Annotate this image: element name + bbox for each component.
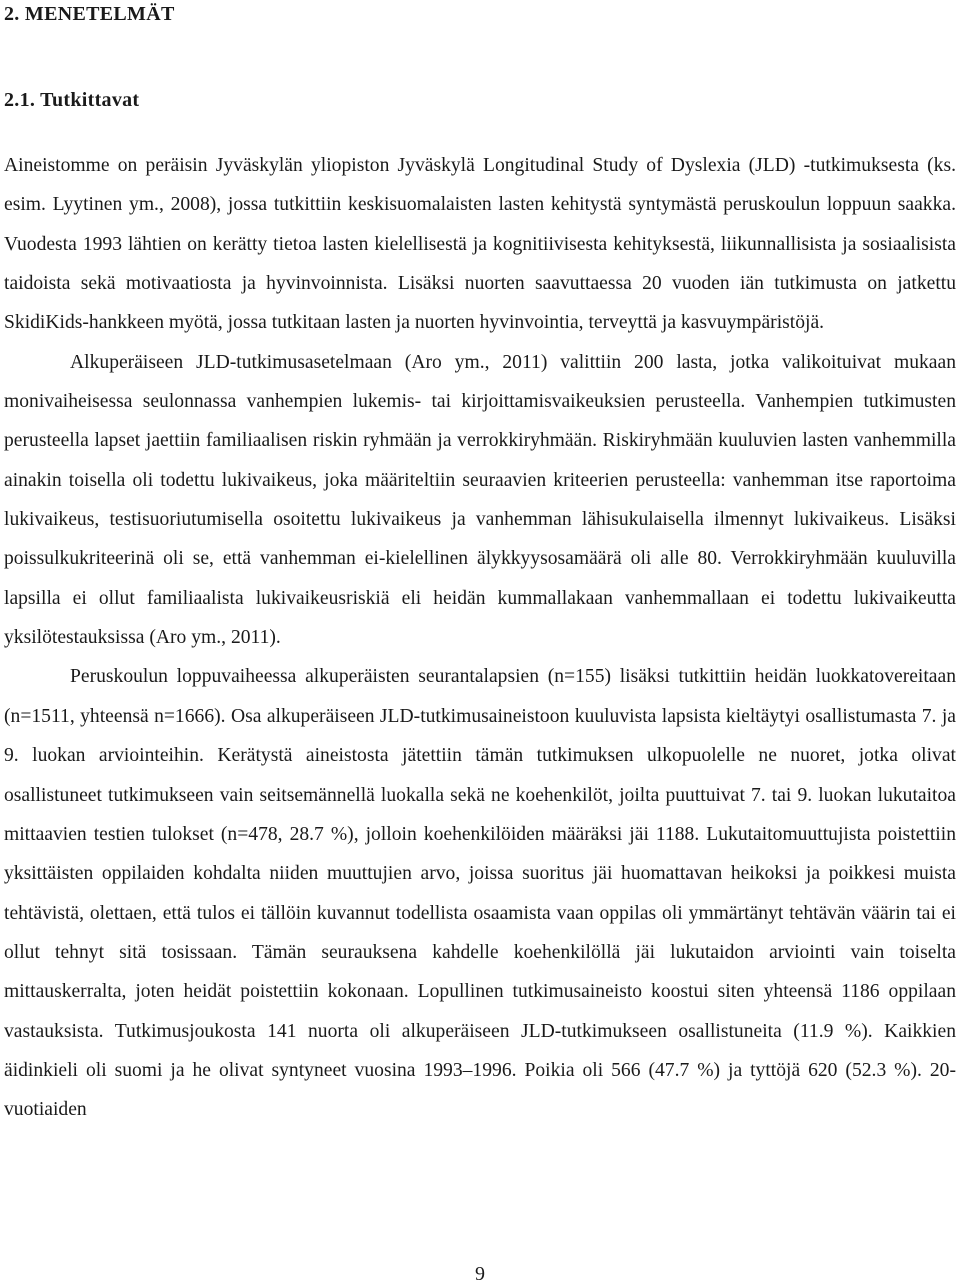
chapter-heading: 2. MENETELMÄT — [4, 3, 175, 25]
body-text — [4, 146, 956, 1130]
paragraph-1: Aineistomme on peräisin Jyväskylän yliopiston Jyväskylä Longitudinal Study of Dyslexia (JLD) -tutkimuksesta (ks. esim. Lyytinen ym., 2008), jossa tutkittiin keskisuomalaisten lasten kehitystä syntymästä peruskoulun loppuun saakka. Vuodesta 1993 lähtien on kerätty tietoa lasten kielellisestä ja kognitiivisesta kehityksestä, liikunnallisista ja sosiaalisista taidoista sekä motivaatiosta ja hyvinvoinnista. Lisäksi nuorten saavuttaessa 20 vuoden iän tutkimusta on jatkettu SkidiKids-hankkeen myötä, jossa tutkitaan lasten ja nuorten hyvinvointia, terveyttä ja kasvuympäristöjä. — [4, 155, 956, 334]
paragraph-2: Alkuperäiseen JLD-tutkimusasetelmaan (Aro ym., 2011) valittiin 200 lasta, jotka valikoituivat mukaan monivaiheisessa seulonnassa vanhempien lukemis- tai kirjoittamisvaikeuksien perusteella. Vanhempien tutkimusten perusteella lapset jaettiin familiaalisen riskin ryhmään ja verrokkiryhmään. Riskiryhmään kuuluvien lasten vanhemmilla ainakin toisella oli todettu lukivaikeus, joka määriteltiin seuraavien kriteerien perusteella: vanhemman itse raportoima lukivaikeus, testisuoriutumisella osoitettu lukivaikeus ja vanhemman lähisukulaisella ilmennyt lukivaikeus. Lisäksi poissulkukriteerinä oli se, että vanhemman ei-kielellinen älykkyysosamäärä oli alle 80. Verrokkiryhmään kuuluvilla lapsilla ei ollut familiaalista lukivaikeusriskiä eli heidän kummallakaan vanhemmallaan ei todettu lukivaikeutta yksilötestauksissa (Aro ym., 2011). — [4, 351, 956, 649]
section-heading: 2.1. Tutkittavat — [4, 89, 140, 111]
paragraph-3: Peruskoulun loppuvaiheessa alkuperäisten seurantalapsien (n=155) lisäksi tutkittiin heidän luokkatovereitaan (n=1511, yhteensä n=1666). Osa alkuperäiseen JLD-tutkimusaineistoon kuuluvista lapsista kieltäytyi osallistumasta 7. ja 9. luokan arviointeihin. Kerätystä aineistosta jätettiin tämän tutkimuksen ulkopuolelle ne nuoret, jotka olivat osallistuneet tutkimukseen vain seitsemännellä luokalla sekä ne koehenkilöt, joilta puuttuivat 7. tai 9. luokan lukutaitoa mittaavien testien tulokset (n=478, 28.7 %), jolloin koehenkilöiden määräksi jäi 1188. Lukutaitomuuttujista poistettiin yksittäisten oppilaiden kohdalta niiden muuttujien arvo, joissa suoritus jäi huomattavan heikoksi ja poikkesi muista tehtävistä, olettaen, että tulos ei tällöin kuvannut todellista osaamista vaan oppilas oli ymmärtänyt tehtävän väärin tai ei ollut tehnyt sitä tosissaan. Tämän seurauksena kahdelle koehenkilöllä jäi lukutaidon arviointi vain toiselta mittauskerralta, joten heidät poistettiin kokonaan. Lopullinen tutkimusaineisto koostui siten yhteensä 1186 oppilaan vastauksista. Tutkimusjoukosta 141 nuorta oli alkuperäiseen JLD-tutkimukseen osallistuneita (11.9 %). Kaikkien äidinkieli oli suomi ja he olivat syntyneet vuosina 1993–1996. Poikia oli 566 (47.7 %) ja tyttöjä 620 (52.3 %). 20-vuotiaiden — [4, 666, 956, 1121]
page-number: 9 — [475, 1263, 485, 1285]
